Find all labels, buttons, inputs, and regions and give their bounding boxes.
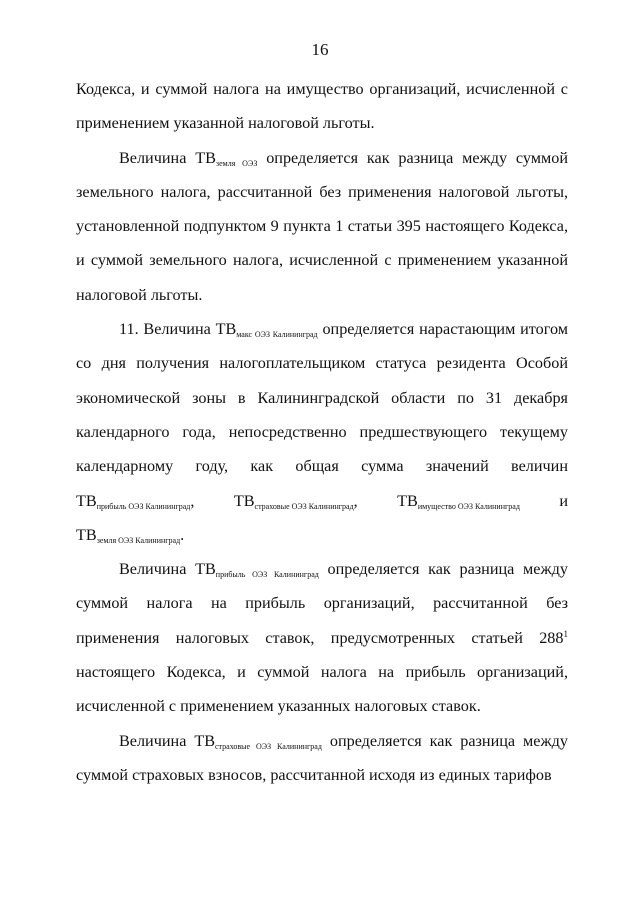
paragraph-4-text-end: настоящего Кодекса, и суммой налога на прибыль организаций, исчисленной с применением указанных налоговых ставок. (76, 663, 568, 716)
paragraph-3-tail (76, 518, 568, 552)
conjunction-and: и (559, 491, 568, 510)
paragraph-4-superscript: 1 (563, 628, 568, 639)
paragraph-2 (76, 141, 568, 312)
tb-profit (76, 484, 194, 518)
tb-profit-separator: , (190, 491, 195, 510)
paragraph-2-text: определяется как разница между суммой земельного налога, рассчитанной без применения налоговой льготы, установленной подпунктом 9 пункта 1 статьи 395 настоящего Кодекса, и суммой земельного налога, исчисленной с применением указанной налоговой льготы. (76, 148, 569, 304)
paragraph-1 (76, 72, 568, 141)
paragraph-5-subscript: страховые ОЭЗ Калининград (215, 741, 322, 751)
tb-land-subscript: земля ОЭЗ Калининград (96, 535, 181, 545)
paragraph-2-subscript: земля ОЭЗ (215, 158, 258, 168)
paragraph-4-lead: Величина ТВ (119, 560, 216, 579)
tb-insurance (234, 484, 358, 518)
paragraph-5-text: определяется как разница между суммой страховых взносов, рассчитанной исходя из единых тарифов (76, 731, 568, 784)
tb-profit-main: ТВ (76, 491, 97, 510)
paragraph-3-text: определяется нарастающим итогом со дня получения налогоплательщиком статуса резидента Особой экономической зоны в Калининградской области по 31 декабря календарного года, непосредственно предшествующего текущему календарному году, как общая сумма значений величин (76, 320, 568, 476)
tb-insurance-subscript: страховые ОЭЗ Калининград (254, 501, 354, 511)
paragraph-4-text: определяется как разница между суммой налога на прибыль организаций, рассчитанной без применения налоговых ставок, предусмотренных статьей 288 (76, 560, 568, 647)
paragraph-3 (76, 312, 568, 483)
tb-insurance-separator: , (353, 491, 358, 510)
paragraph-5 (76, 724, 568, 793)
paragraph-3-values-row (76, 484, 568, 518)
page-number: 16 (311, 40, 329, 59)
tb-property (397, 484, 520, 518)
paragraph-4 (76, 552, 568, 723)
tb-property-subscript: имущество ОЭЗ Калининград (417, 501, 520, 511)
paragraph-1-text: Кодекса, и суммой налога на имущество организаций, исчисленной с применением указанной налоговой льготы. (76, 80, 568, 133)
paragraph-4-subscript: прибыль ОЭЗ Калининград (215, 570, 319, 580)
document-body (76, 72, 568, 792)
tb-property-main: ТВ (397, 491, 418, 510)
paragraph-3-subscript: макс ОЭЗ Калининград (236, 330, 318, 340)
tb-land-main: ТВ (76, 525, 97, 544)
paragraph-2-lead: Величина ТВ (119, 148, 216, 167)
paragraph-3-lead: 11. Величина ТВ (119, 320, 237, 339)
tb-profit-subscript: прибыль ОЭЗ Калининград (96, 501, 191, 511)
paragraph-5-lead: Величина ТВ (119, 731, 215, 750)
paragraph-3-end: . (180, 525, 185, 544)
tb-insurance-main: ТВ (233, 491, 255, 510)
